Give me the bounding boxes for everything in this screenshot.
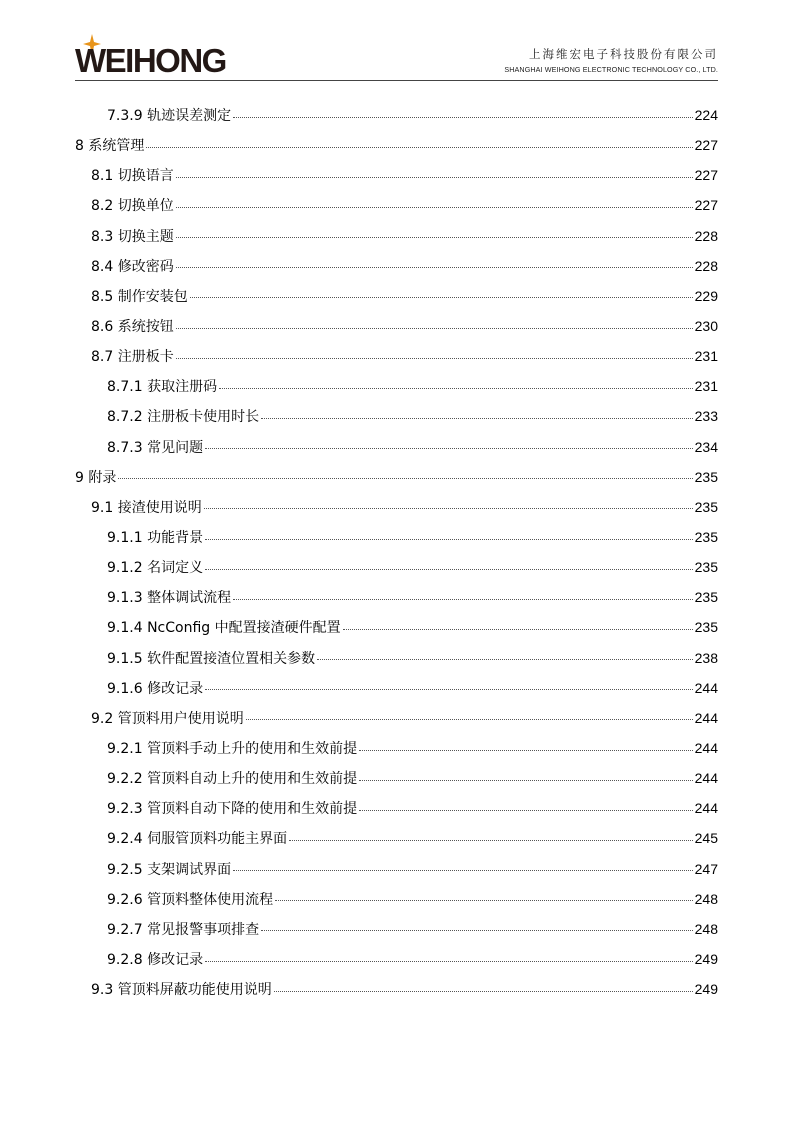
toc-entry-page: 227	[694, 167, 718, 184]
header-divider	[75, 80, 718, 81]
toc-entry-title: 9.2.6 管顶料整体使用流程	[107, 891, 274, 908]
toc-entry-page: 229	[694, 287, 718, 304]
toc-entry-title: 9.1.6 修改记录	[107, 680, 204, 697]
toc-entry-title: 9.2.1 管顶料手动上升的使用和生效前提	[107, 740, 358, 757]
toc-leader-dots	[176, 358, 693, 359]
toc-leader-dots	[190, 297, 693, 298]
toc-entry-title: 8.7.1 获取注册码	[107, 379, 218, 396]
toc-entry[interactable]	[75, 703, 718, 733]
toc-entry-title: 9.2.5 支架调试界面	[107, 861, 232, 878]
toc-entry-title: 8.5 制作安装包	[91, 288, 188, 305]
toc-leader-dots	[233, 870, 693, 871]
toc-leader-dots	[359, 750, 693, 751]
toc-entry-title: 9.2.3 管顶料自动下降的使用和生效前提	[107, 801, 358, 818]
toc-leader-dots	[176, 177, 693, 178]
toc-leader-dots	[359, 810, 693, 811]
toc-entry-title: 9.1 接渣使用说明	[91, 499, 202, 516]
toc-entry-title: 9.1.1 功能背景	[107, 529, 204, 546]
toc-entry-page: 235	[694, 589, 718, 606]
toc-entry-title: 8 系统管理	[75, 138, 145, 155]
toc-entry[interactable]	[75, 160, 718, 190]
toc-entry[interactable]	[75, 793, 718, 823]
toc-entry[interactable]	[75, 432, 718, 462]
toc-entry-page: 245	[694, 830, 718, 847]
toc-entry[interactable]	[75, 612, 718, 642]
toc-entry-page: 247	[694, 860, 718, 877]
toc-entry-page: 244	[694, 800, 718, 817]
toc-leader-dots	[205, 539, 693, 540]
toc-entry[interactable]	[75, 251, 718, 281]
toc-entry[interactable]	[75, 914, 718, 944]
toc-entry-title: 9 附录	[75, 469, 117, 486]
toc-entry-page: 233	[694, 408, 718, 425]
toc-entry-title: 9.2.8 修改记录	[107, 951, 204, 968]
toc-entry-title: 9.3 管顶料屏蔽功能使用说明	[91, 982, 272, 999]
toc-entry-page: 248	[694, 920, 718, 937]
toc-leader-dots	[219, 388, 693, 389]
toc-leader-dots	[359, 780, 693, 781]
toc-leader-dots	[146, 147, 692, 148]
toc-entry-title: 8.6 系统按钮	[91, 318, 174, 335]
table-of-contents	[75, 100, 718, 1004]
toc-leader-dots	[289, 840, 693, 841]
toc-entry-page: 249	[694, 950, 718, 967]
toc-leader-dots	[205, 961, 693, 962]
toc-entry-page: 231	[694, 378, 718, 395]
toc-entry[interactable]	[75, 401, 718, 431]
toc-entry[interactable]	[75, 854, 718, 884]
toc-leader-dots	[205, 569, 693, 570]
toc-leader-dots	[246, 719, 693, 720]
toc-entry-page: 235	[694, 559, 718, 576]
toc-leader-dots	[343, 629, 693, 630]
toc-entry[interactable]	[75, 311, 718, 341]
toc-leader-dots	[261, 418, 693, 419]
toc-entry[interactable]	[75, 643, 718, 673]
toc-entry-title: 8.3 切换主题	[91, 228, 174, 245]
toc-entry[interactable]	[75, 582, 718, 612]
toc-leader-dots	[204, 508, 693, 509]
toc-entry-page: 249	[694, 981, 718, 998]
toc-leader-dots	[118, 478, 692, 479]
toc-entry-page: 235	[694, 528, 718, 545]
toc-entry[interactable]	[75, 763, 718, 793]
toc-entry[interactable]	[75, 673, 718, 703]
toc-entry[interactable]	[75, 100, 718, 130]
toc-entry-title: 9.1.2 名词定义	[107, 560, 204, 577]
toc-leader-dots	[176, 267, 693, 268]
toc-leader-dots	[275, 900, 693, 901]
toc-entry[interactable]	[75, 974, 718, 1004]
toc-entry-title: 9.2.7 常见报警事项排查	[107, 921, 260, 938]
toc-entry[interactable]	[75, 522, 718, 552]
toc-entry-page: 238	[694, 649, 718, 666]
logo-text: WEIHONG	[75, 42, 226, 79]
toc-entry-page: 244	[694, 739, 718, 756]
toc-entry[interactable]	[75, 281, 718, 311]
toc-entry-title: 8.1 切换语言	[91, 168, 174, 185]
toc-entry[interactable]	[75, 130, 718, 160]
toc-entry-title: 9.1.5 软件配置接渣位置相关参数	[107, 650, 316, 667]
toc-entry-page: 244	[694, 679, 718, 696]
toc-entry[interactable]	[75, 552, 718, 582]
page-header	[75, 36, 718, 80]
toc-entry-page: 224	[694, 107, 718, 123]
toc-leader-dots	[317, 659, 693, 660]
toc-leader-dots	[176, 237, 693, 238]
toc-leader-dots	[233, 599, 693, 600]
toc-entry[interactable]	[75, 462, 718, 492]
toc-entry-page: 235	[694, 498, 718, 515]
toc-entry-page: 244	[694, 770, 718, 787]
toc-entry-title: 7.3.9 轨迹误差测定	[107, 108, 232, 124]
toc-entry-title: 8.4 修改密码	[91, 258, 174, 275]
toc-leader-dots	[205, 448, 693, 449]
toc-entry-title: 9.1.3 整体调试流程	[107, 590, 232, 607]
company-name-cn: 上海维宏电子科技股份有限公司	[529, 47, 718, 61]
toc-entry-title: 9.2.2 管顶料自动上升的使用和生效前提	[107, 771, 358, 788]
toc-entry-page: 235	[694, 619, 718, 636]
toc-entry[interactable]	[75, 341, 718, 371]
toc-entry-page: 248	[694, 890, 718, 907]
toc-entry-title: 9.2.4 伺服管顶料功能主界面	[107, 831, 288, 848]
toc-entry-title: 9.1.4 NcConfig 中配置接渣硬件配置	[107, 620, 341, 637]
toc-entry-page: 244	[694, 709, 718, 726]
toc-leader-dots	[261, 930, 693, 931]
toc-entry[interactable]	[75, 944, 718, 974]
toc-entry[interactable]	[75, 190, 718, 220]
company-name-en: SHANGHAI WEIHONG ELECTRONIC TECHNOLOGY CO., LTD.	[504, 65, 718, 74]
toc-entry[interactable]	[75, 492, 718, 522]
toc-entry-title: 8.2 切换单位	[91, 198, 174, 215]
toc-entry[interactable]	[75, 884, 718, 914]
toc-leader-dots	[176, 207, 693, 208]
toc-leader-dots	[274, 991, 693, 992]
toc-entry-page: 230	[694, 317, 718, 334]
toc-entry[interactable]	[75, 733, 718, 763]
toc-entry-page: 227	[694, 137, 718, 154]
toc-entry-page: 231	[694, 348, 718, 365]
toc-entry-page: 235	[694, 468, 718, 485]
toc-leader-dots	[205, 689, 693, 690]
toc-leader-dots	[176, 328, 693, 329]
toc-entry[interactable]	[75, 371, 718, 401]
toc-entry-page: 234	[694, 438, 718, 455]
toc-entry-page: 228	[694, 227, 718, 244]
toc-entry-title: 9.2 管顶料用户使用说明	[91, 710, 244, 727]
toc-entry-title: 8.7 注册板卡	[91, 349, 174, 366]
toc-entry[interactable]	[75, 221, 718, 251]
toc-entry-title: 8.7.2 注册板卡使用时长	[107, 409, 260, 426]
toc-entry-page: 228	[694, 257, 718, 274]
toc-entry[interactable]	[75, 823, 718, 853]
toc-leader-dots	[233, 117, 693, 118]
toc-entry-page: 227	[694, 197, 718, 214]
toc-entry-title: 8.7.3 常见问题	[107, 439, 204, 456]
